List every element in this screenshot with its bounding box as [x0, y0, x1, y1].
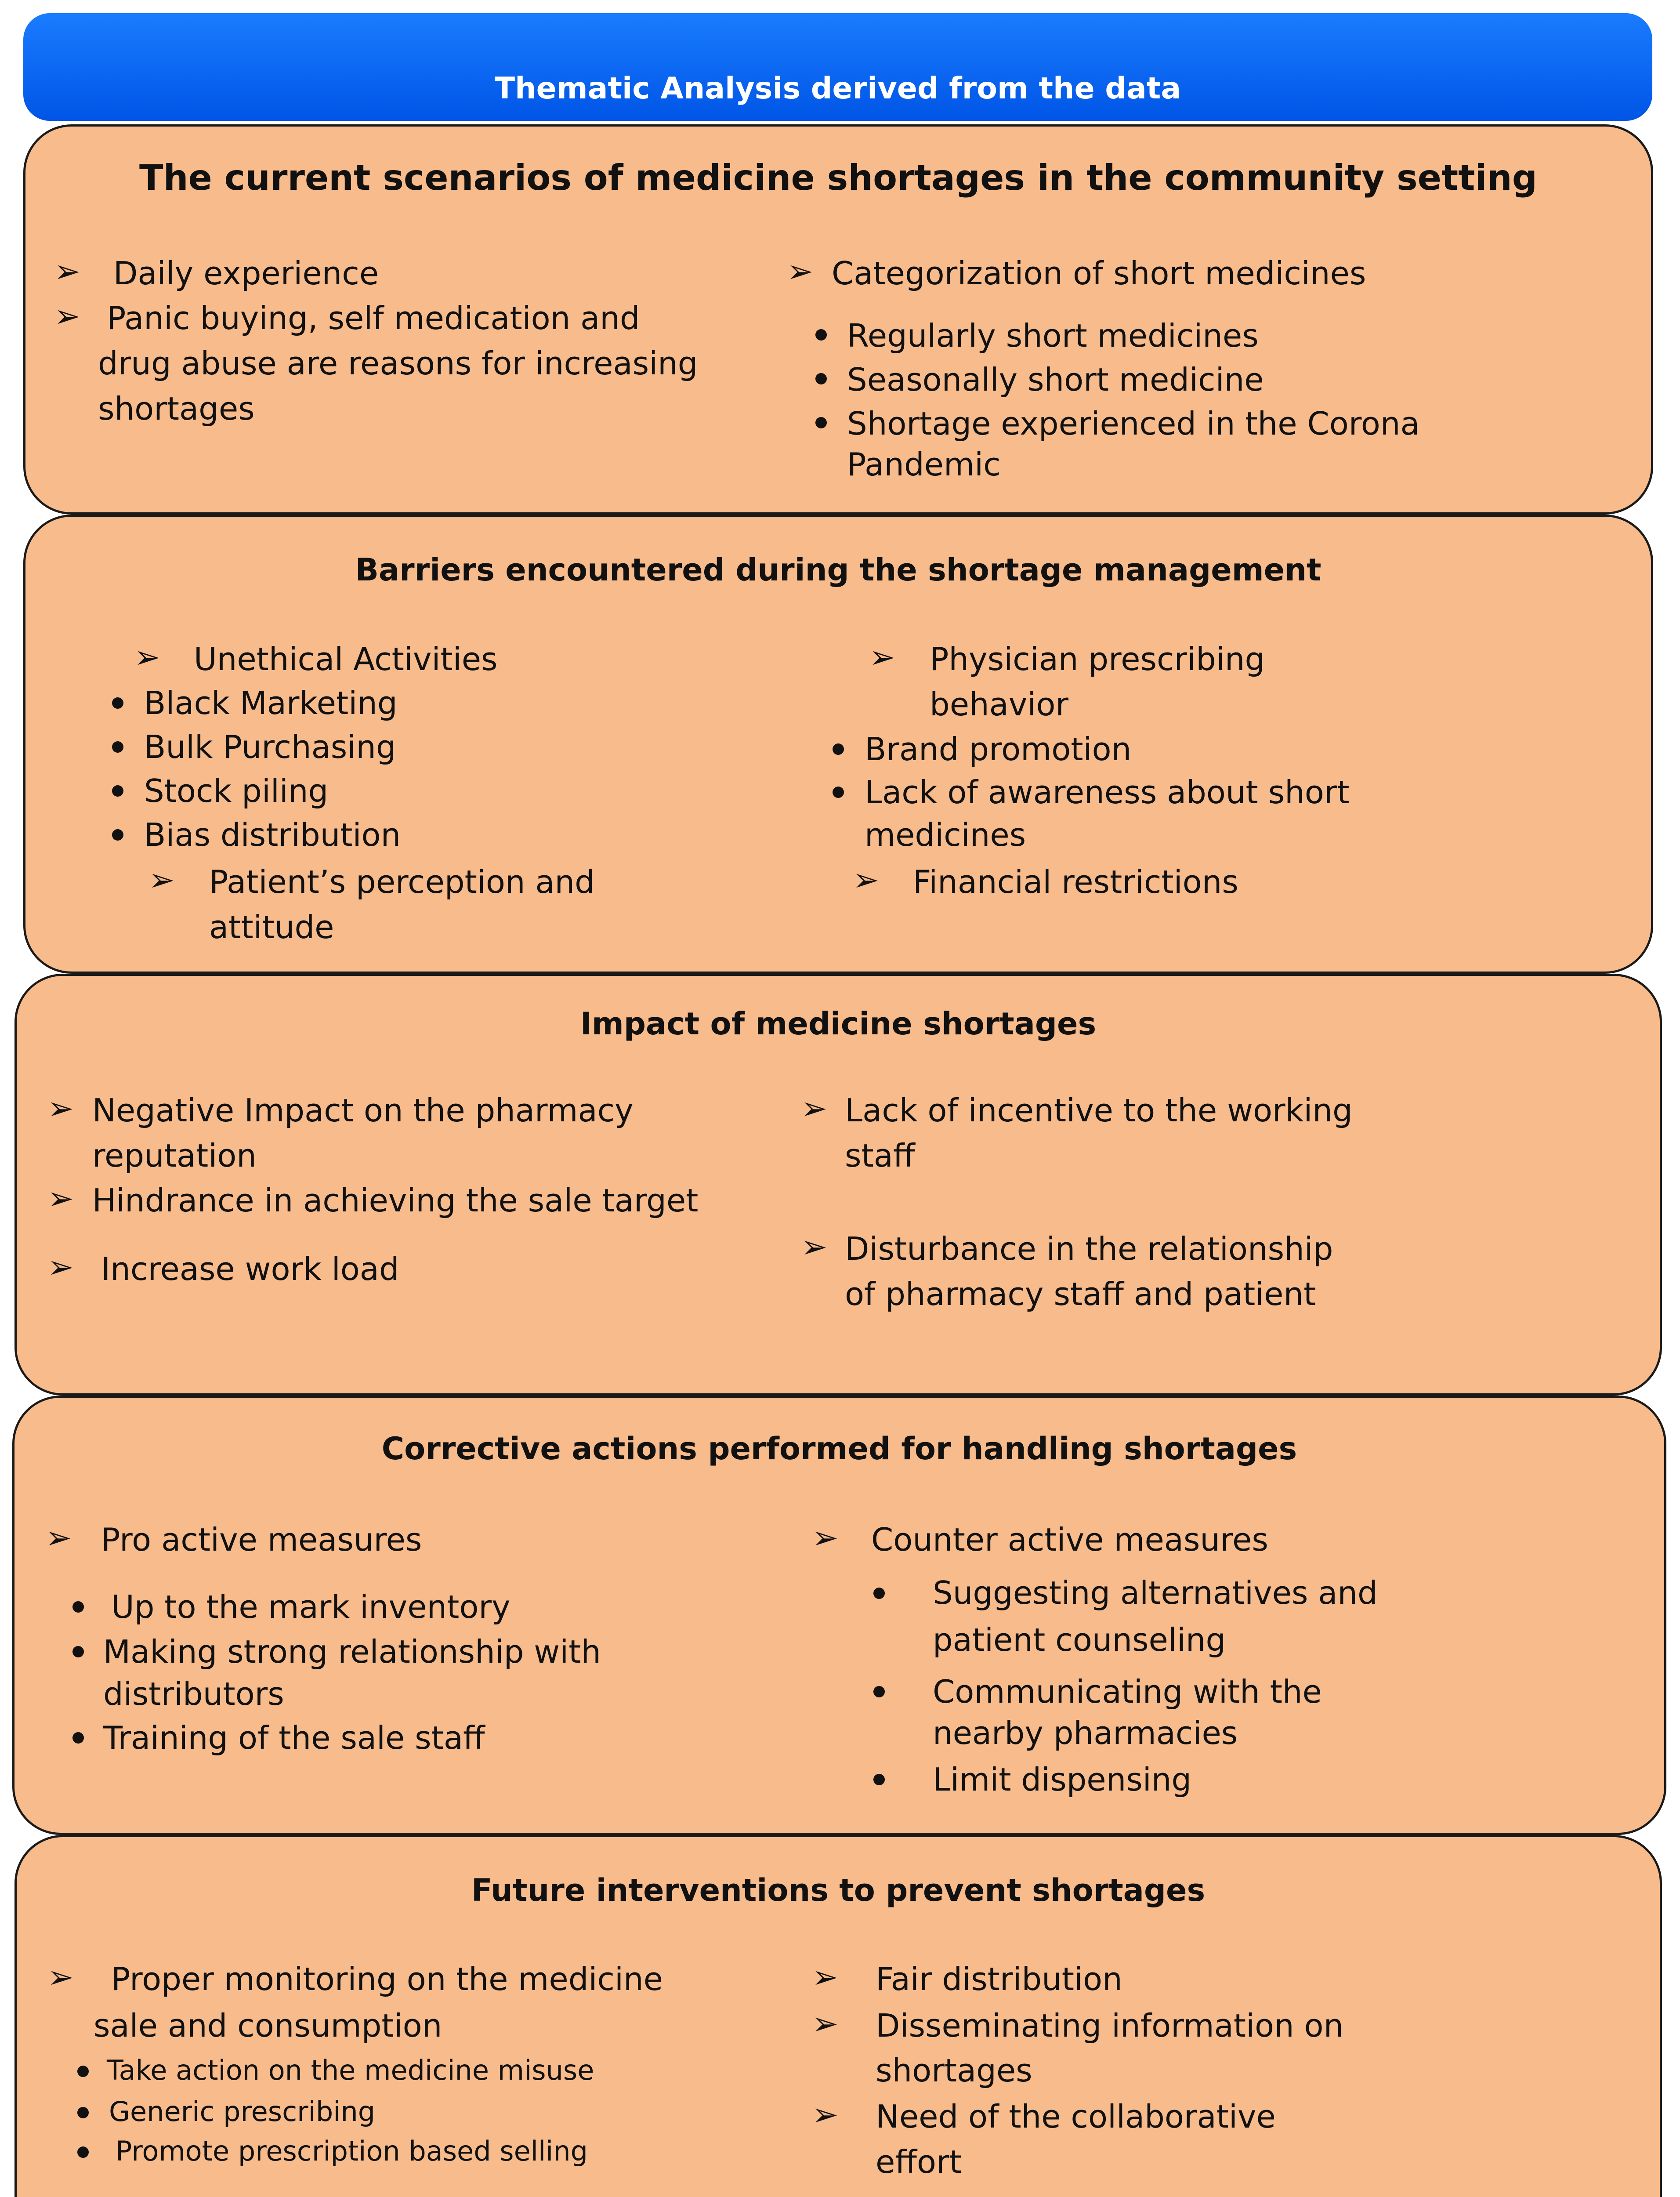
bullet-icon	[815, 329, 827, 341]
section-future-interventions	[14, 1835, 1662, 2197]
bullet-icon	[112, 697, 123, 709]
arrow-icon: ➢	[787, 253, 814, 290]
arrow-icon: ➢	[47, 1090, 74, 1127]
list-item: Take action on the medicine misuse	[107, 2054, 594, 2086]
arrow-icon: ➢	[47, 1958, 74, 1995]
list-item: Regularly short medicines	[847, 317, 1259, 354]
arrow-icon: ➢	[134, 638, 161, 675]
list-item: Physician prescribing	[930, 641, 1265, 678]
bullet-icon	[833, 743, 844, 755]
list-item: Unethical Activities	[194, 641, 498, 678]
list-item: Bias distribution	[144, 816, 401, 853]
arrow-icon: ➢	[869, 638, 896, 675]
section-title: Future interventions to prevent shortages	[471, 1872, 1206, 1908]
arrow-icon: ➢	[148, 861, 175, 898]
list-item: shortages	[98, 390, 255, 427]
list-item: Proper monitoring on the medicine	[111, 1961, 663, 1998]
list-item: Making strong relationship with	[103, 1633, 601, 1670]
section-title: Corrective actions performed for handling shortages	[381, 1431, 1297, 1467]
bullet-icon	[112, 785, 123, 797]
list-item: Promote prescription based selling	[116, 2135, 588, 2167]
arrow-icon: ➢	[812, 2096, 839, 2133]
list-item: Shortage experienced in the Corona	[847, 405, 1420, 442]
bullet-icon	[873, 1774, 885, 1785]
bullet-icon	[873, 1588, 885, 1599]
list-item: Stock piling	[144, 772, 329, 809]
list-item: staff	[845, 1137, 915, 1174]
list-item: Disturbance in the relationship	[845, 1230, 1333, 1267]
list-item: Pandemic	[847, 446, 1001, 483]
list-item: Pro active measures	[101, 1521, 422, 1558]
arrow-icon: ➢	[47, 1248, 74, 1285]
list-item: Training of the sale staff	[103, 1719, 485, 1756]
list-item: Increase work load	[101, 1251, 399, 1287]
list-item: Patient’s perception and	[209, 863, 595, 900]
bullet-icon	[112, 741, 123, 753]
list-item: Generic prescribing	[109, 2095, 376, 2128]
arrow-icon: ➢	[801, 1090, 828, 1127]
header-title: Thematic Analysis derived from the data	[494, 71, 1181, 106]
list-item: Suggesting alternatives and	[933, 1574, 1378, 1611]
arrow-icon: ➢	[812, 1958, 839, 1995]
list-item: Brand promotion	[865, 731, 1132, 768]
bullet-icon	[72, 1646, 84, 1657]
section-corrective-actions	[12, 1396, 1666, 1835]
section-barriers	[23, 515, 1653, 974]
list-item: Hindrance in achieving the sale target	[92, 1182, 699, 1219]
section-current-scenarios	[23, 124, 1653, 515]
section-impact	[14, 974, 1662, 1396]
diagram-header	[23, 13, 1652, 121]
list-item: Up to the mark inventory	[111, 1588, 511, 1625]
arrow-icon: ➢	[54, 253, 81, 290]
arrow-icon: ➢	[853, 861, 880, 898]
section-title: Impact of medicine shortages	[580, 1006, 1097, 1042]
list-item: Categorization of short medicines	[832, 255, 1366, 292]
list-item: Bulk Purchasing	[144, 729, 396, 765]
list-item: attitude	[209, 909, 334, 946]
list-item: behavior	[930, 686, 1069, 723]
list-item: Black Marketing	[144, 685, 398, 721]
bullet-icon	[72, 1601, 84, 1613]
list-item: Seasonally short medicine	[847, 361, 1264, 398]
list-item: Lack of incentive to the working	[845, 1092, 1353, 1129]
list-item: effort	[876, 2143, 962, 2180]
list-item: of pharmacy staff and patient	[845, 1276, 1316, 1312]
arrow-icon: ➢	[54, 297, 81, 334]
list-item: drug abuse are reasons for increasing	[98, 345, 698, 382]
arrow-icon: ➢	[812, 2005, 839, 2042]
list-item: Lack of awareness about short	[865, 774, 1350, 811]
list-item: Financial restrictions	[913, 863, 1238, 900]
arrow-icon: ➢	[801, 1228, 828, 1265]
list-item: Limit dispensing	[933, 1761, 1192, 1798]
arrow-icon: ➢	[812, 1519, 839, 1556]
list-item: shortages	[876, 2052, 1032, 2089]
list-item: Fair distribution	[876, 1961, 1122, 1998]
bullet-icon	[112, 829, 123, 841]
bullet-icon	[77, 2107, 89, 2118]
list-item: patient counseling	[933, 1621, 1226, 1658]
bullet-icon	[77, 2146, 89, 2158]
arrow-icon: ➢	[45, 1519, 72, 1556]
list-item: Negative Impact on the pharmacy	[92, 1092, 634, 1129]
list-item: distributors	[103, 1675, 284, 1712]
list-item: Panic buying, self medication and	[107, 300, 640, 337]
list-item: Communicating with the	[933, 1673, 1322, 1710]
list-item: reputation	[92, 1137, 257, 1174]
bullet-icon	[815, 373, 827, 384]
arrow-icon: ➢	[47, 1180, 74, 1217]
bullet-icon	[873, 1686, 885, 1697]
list-item: medicines	[865, 816, 1026, 853]
list-item: Disseminating information on	[876, 2007, 1344, 2044]
bullet-icon	[815, 417, 827, 428]
list-item: sale and consumption	[94, 2007, 442, 2044]
section-title: Barriers encountered during the shortage management	[355, 552, 1322, 588]
list-item: Need of the collaborative	[876, 2098, 1276, 2135]
bullet-icon	[833, 787, 844, 798]
section-title: The current scenarios of medicine shortages in the community setting	[139, 157, 1537, 198]
list-item: Counter active measures	[871, 1521, 1268, 1558]
list-item: nearby pharmacies	[933, 1715, 1238, 1751]
bullet-icon	[77, 2066, 89, 2077]
list-item: Daily experience	[113, 255, 379, 292]
bullet-icon	[72, 1732, 84, 1744]
